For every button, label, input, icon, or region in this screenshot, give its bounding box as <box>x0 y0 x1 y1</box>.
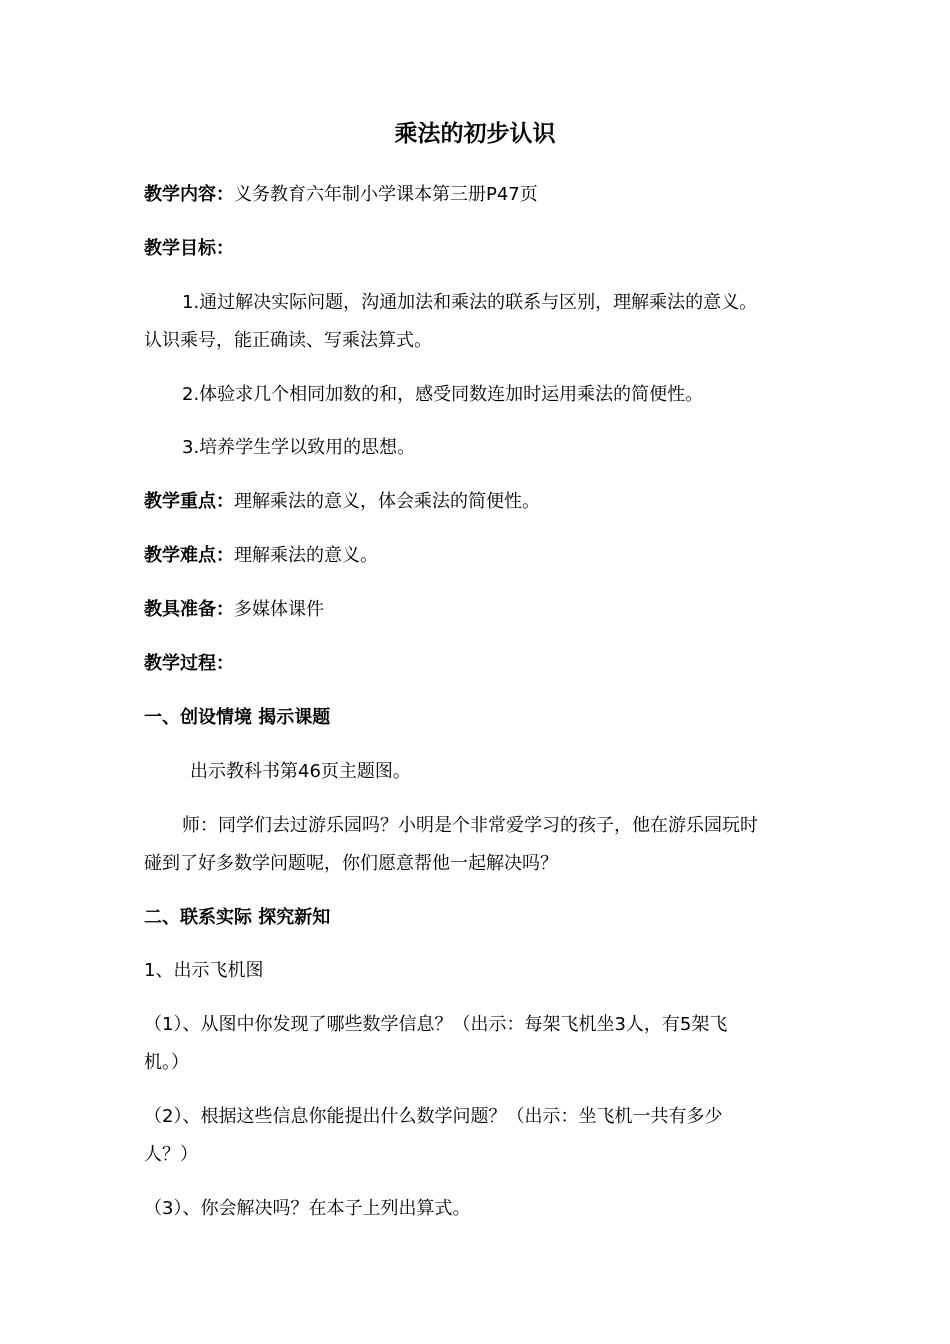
key-point-label: 教学重点： <box>144 491 234 512</box>
teaching-goals-label: 教学目标： <box>144 238 234 259</box>
process-heading <box>144 652 804 676</box>
key-point-text: 理解乘法的意义，体会乘法的简便性。 <box>234 491 540 512</box>
section-1-heading-text: 一、创设情境 揭示课题 <box>144 707 331 728</box>
key-point-line <box>144 490 804 514</box>
teaching-content-label: 教学内容： <box>144 184 234 205</box>
teaching-goals-heading <box>144 237 804 261</box>
tools-text: 多媒体课件 <box>234 599 324 620</box>
tools-line <box>144 598 804 622</box>
question-2-line-2: 人？） <box>144 1144 198 1165</box>
goal-item-1-line-2: 认识乘号，能正确读、写乘法算式。 <box>144 330 432 351</box>
difficulty-text: 理解乘法的意义。 <box>234 545 378 566</box>
question-2-line-1: （2）、根据这些信息你能提出什么数学问题？（出示：坐飞机一共有多少 <box>144 1106 723 1127</box>
process-label: 教学过程： <box>144 653 234 674</box>
section-2-heading <box>144 906 804 930</box>
section-1-line-2: 师：同学们去过游乐园吗？小明是个非常爱学习的孩子，他在游乐园玩时 <box>182 815 758 836</box>
difficulty-line <box>144 544 804 568</box>
document-title: 乘法的初步认识 <box>394 121 556 147</box>
section-1-heading <box>144 706 804 730</box>
question-1-line-1: （1）、从图中你发现了哪些数学信息？（出示：每架飞机坐3人，有5架飞 <box>144 1014 728 1035</box>
difficulty-label: 教学难点： <box>144 545 234 566</box>
teaching-content-text: 义务教育六年制小学课本第三册P47页 <box>234 184 538 205</box>
section-2-heading-text: 二、联系实际 探究新知 <box>144 907 331 928</box>
goal-item-2: 2.体验求几个相同加数的和，感受同数连加时运用乘法的简便性。 <box>182 384 704 405</box>
question-1-line-2: 机。） <box>144 1052 189 1073</box>
question-3: （3）、你会解决吗？在本子上列出算式。 <box>144 1198 471 1219</box>
teaching-content-line <box>144 183 804 207</box>
section-2-step-1: 1、出示飞机图 <box>144 960 264 981</box>
tools-label: 教具准备： <box>144 599 234 620</box>
goal-item-3: 3.培养学生学以致用的思想。 <box>182 437 416 458</box>
goal-item-1-line-1: 1.通过解决实际问题，沟通加法和乘法的联系与区别，理解乘法的意义。 <box>182 292 758 313</box>
section-1-line-3: 碰到了好多数学问题呢，你们愿意帮他一起解决吗？ <box>144 853 558 874</box>
section-1-line-1: 出示教科书第46页主题图。 <box>190 761 411 782</box>
